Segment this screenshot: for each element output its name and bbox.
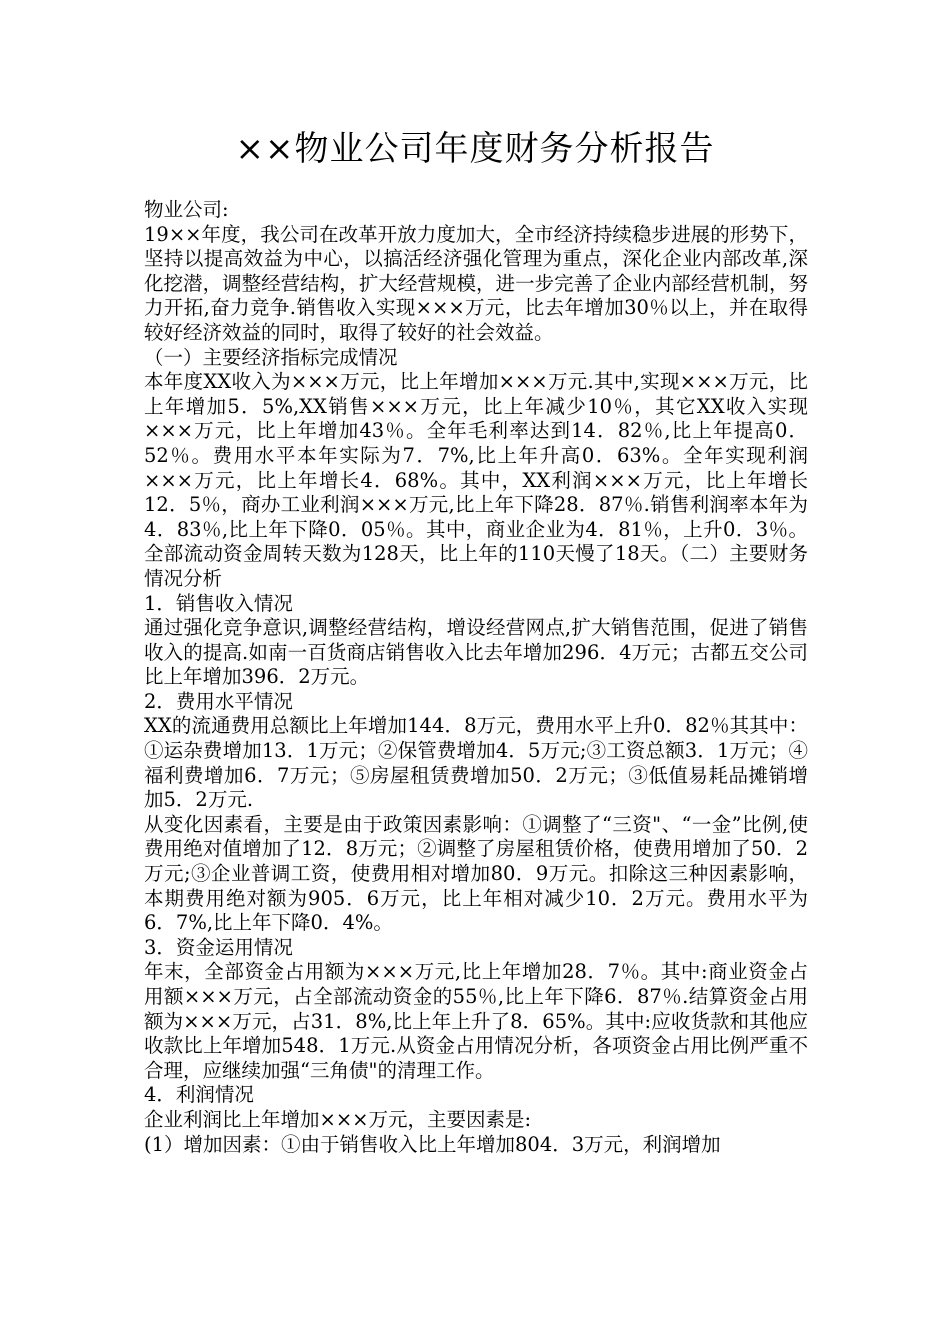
document-body (144, 198, 808, 1157)
paragraph-profit: 企业利润比上年增加×××万元，主要因素是: (144, 1107, 532, 1131)
paragraph-expenses: XX的流通费用总额比上年增加144．8万元，费用水平上升0．82％其其中：①运杂费增加13．1万元；②保管费增加4．5万元;③工资总额3．1万元；④福利费增加6．7万元；⑤房屋租赁费增加50．2万元；③低值易耗品摊销增加5．2万元. (144, 714, 808, 812)
paragraph-expense-factors: 从变化因素看，主要是由于政策因素影响：①调整了“三资"、“一金”比例,使费用绝对值增加了12．8万元；②调整了房屋租赁价格，使费用增加了50．2万元;③企业普调工资，使费用相对增加80．9万元。扣除这三种因素影响，本期费用绝对额为905．6万元，比上年相对减少10．2万元。费用水平为6．7%,比上年下降0．4%。 (144, 812, 808, 935)
subsection-heading-sales: 1．销售收入情况 (144, 591, 293, 615)
paragraph-salutation: 物业公司: (144, 198, 229, 221)
subsection-heading-profit: 4．利润情况 (144, 1083, 254, 1107)
section-heading-1: （一）主要经济指标完成情况 (144, 345, 398, 369)
paragraph-intro: 19××年度，我公司在改革开放力度加大，全市经济持续稳步进展的形势下，坚持以提高效益为中心，以搞活经济强化管理为重点，深化企业内部改革,深化挖潜，调整经营结构，扩大经营规模，进一步完善了企业内部经营机制，努力开拓,奋力竞争.销售收入实现×××万元，比去年增加30％以上，并在取得较好经济效益的同时，取得了较好的社会效益。 (144, 222, 808, 344)
subsection-heading-funds: 3．资金运用情况 (144, 935, 293, 959)
document-title: ××物业公司年度财务分析报告 (235, 129, 715, 169)
paragraph-sales: 通过强化竞争意识,调整经营结构，增设经营网点,扩大销售范围，促进了销售收入的提高.如南一百货商店销售收入比去年增加296．4万元；古都五交公司比上年增加396．2万元。 (144, 616, 808, 689)
paragraph-funds: 年末，全部资金占用额为×××万元,比上年增加28．7％。其中:商业资金占用额×××万元，占全部流动资金的55％,比上年下降6．87％.结算资金占用额为×××万元，占31．8%,比上年上升了8．65%。其中:应收货款和其他应收款比上年增加548．1万元.从资金占用情况分析，各项资金占用比例严重不合理，应继续加强“三角债"的清理工作。 (144, 960, 808, 1082)
paragraph-profit-increase: (1）增加因素：①由于销售收入比上年增加804．3万元，利润增加 (144, 1132, 721, 1156)
paragraph-indicators: 本年度XX收入为×××万元，比上年增加×××万元.其中,实现×××万元，比上年增加5．5%,XX销售×××万元，比上年减少10％，其它XX收入实现×××万元，比上年增加43％。全年毛利率达到14．82％,比上年提高0．52％。费用水平本年实际为7．7%,比上年升高0．63%。全年实现利润×××万元，比上年增长4．68%。其中，XX利润×××万元，比上年增长12．5％，商办工业利润×××万元,比上年下降28．87％.销售利润率本年为4．83％,比上年下降0．05％。其中，商业企业为4．81％，上升0．3％。全部流动资金周转天数为128天，比上年的110天慢了18天。（二）主要财务情况分析 (144, 370, 808, 590)
subsection-heading-expenses: 2．费用水平情况 (144, 689, 293, 713)
